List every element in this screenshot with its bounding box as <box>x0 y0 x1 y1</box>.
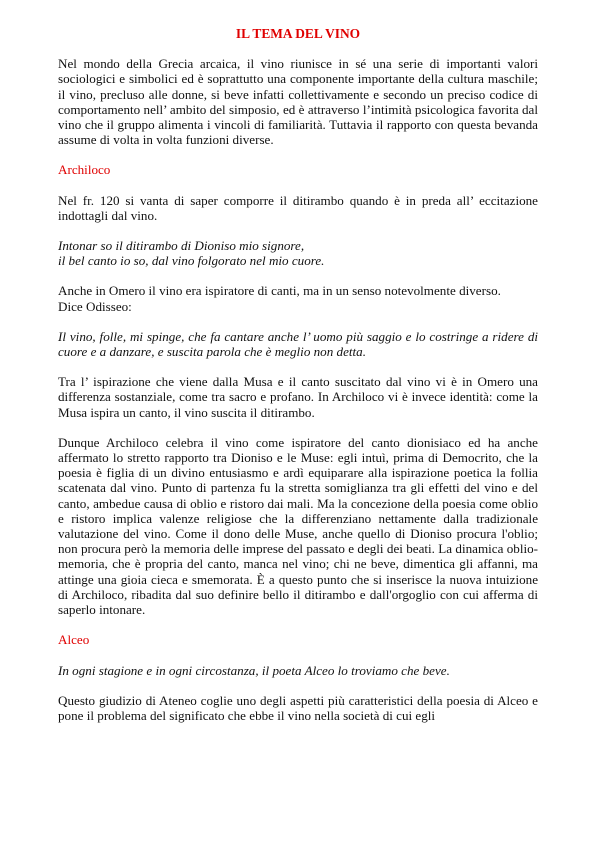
verse-line-1: Intonar so il ditirambo di Dioniso mio signore, <box>58 238 305 254</box>
paragraph-line-2: Dice Odisseo: <box>58 298 132 314</box>
archiloco-paragraph-2 <box>58 283 538 313</box>
section-heading-alceo: Alceo <box>58 632 90 648</box>
odisseo-quote: Il vino, folle, mi spinge, che fa cantare anche l’ uomo più saggio e lo costringe a ridere di cuore e a danzare, e suscita parola che è meglio non detta. <box>58 328 538 360</box>
archiloco-paragraph-3: Tra l’ ispirazione che viene dalla Musa e il canto suscitato dal vino vi è in Omero una differenza sostanziale, come tra sacro e profano. In Archiloco vi è invece identità: come la Musa ispira un canto, il vino suscita il ditirambo. <box>58 374 538 420</box>
verse-line-2: il bel canto io so, dal vino folgorato nel mio cuore. <box>58 253 325 269</box>
intro-paragraph: Nel mondo della Grecia arcaica, il vino riunisce in sé una serie di importanti valori sociologici e simbolici ed è soprattutto una componente importante della cultura maschile; il vino, precluso alle donne, si beve infatti collettivamente e secondo un preciso codice di comportamento nell’ ambito del simposio, ed è attraverso l’intimità psicologica favorita dal vino che il gruppo alimenta i vincoli di familiarità. Tuttavia il rapporto con questa bevanda assume di volta in volta funzioni diverse. <box>58 56 538 148</box>
archiloco-paragraph-1: Nel fr. 120 si vanta di saper comporre il ditirambo quando è in preda all’ eccitazione indottagli dal vino. <box>58 192 538 223</box>
archiloco-verse-quote <box>58 238 538 268</box>
paragraph-line-1: Anche in Omero il vino era ispiratore di canti, ma in un senso notevolmente diverso. <box>58 283 501 299</box>
alceo-paragraph-1: Questo giudizio di Ateneo coglie uno degli aspetti più caratteristici della poesia di Alceo e pone il problema del significato che ebbe il vino nella società di cui egli <box>58 692 538 723</box>
section-heading-archiloco: Archiloco <box>58 162 111 178</box>
archiloco-paragraph-4: Dunque Archiloco celebra il vino come ispiratore del canto dionisiaco ed ha anche affermato lo stretto rapporto tra Dioniso e le Muse: egli intuì, prima di Democrito, che la poesia è figlia di un divino entusiasmo e ardì equiparare alla ispirazione poetica la follia scatenata dal vino. Punto di partenza fu la stretta somiglianza tra gli effetti del vino e del canto, ambedue causa di oblio e ristoro dai mali. Ma la concezione della poesia come oblio e ristoro implica valenze religiose che la differenziano nettamente dalla tradizionale valutazione del vino. Come il dono delle Muse, anche quello di Dioniso procura l'oblio; non procura però la memoria delle imprese del passato e degli dei beati. La dinamica oblio-memoria, che è propria del canto, manca nel vino; chi ne beve, dimentica gli affanni, ma attinge una gioia cieca e smemorata. È a questo punto che si inserisce la nuova intuizione di Archiloco, ribadita dal suo definire bello il ditirambo e dall'orgoglio con cui afferma di saperlo intonare. <box>58 434 538 618</box>
document-title: IL TEMA DEL VINO <box>235 26 361 41</box>
ateneo-quote: In ogni stagione e in ogni circostanza, il poeta Alceo lo troviamo che beve. <box>58 662 450 678</box>
